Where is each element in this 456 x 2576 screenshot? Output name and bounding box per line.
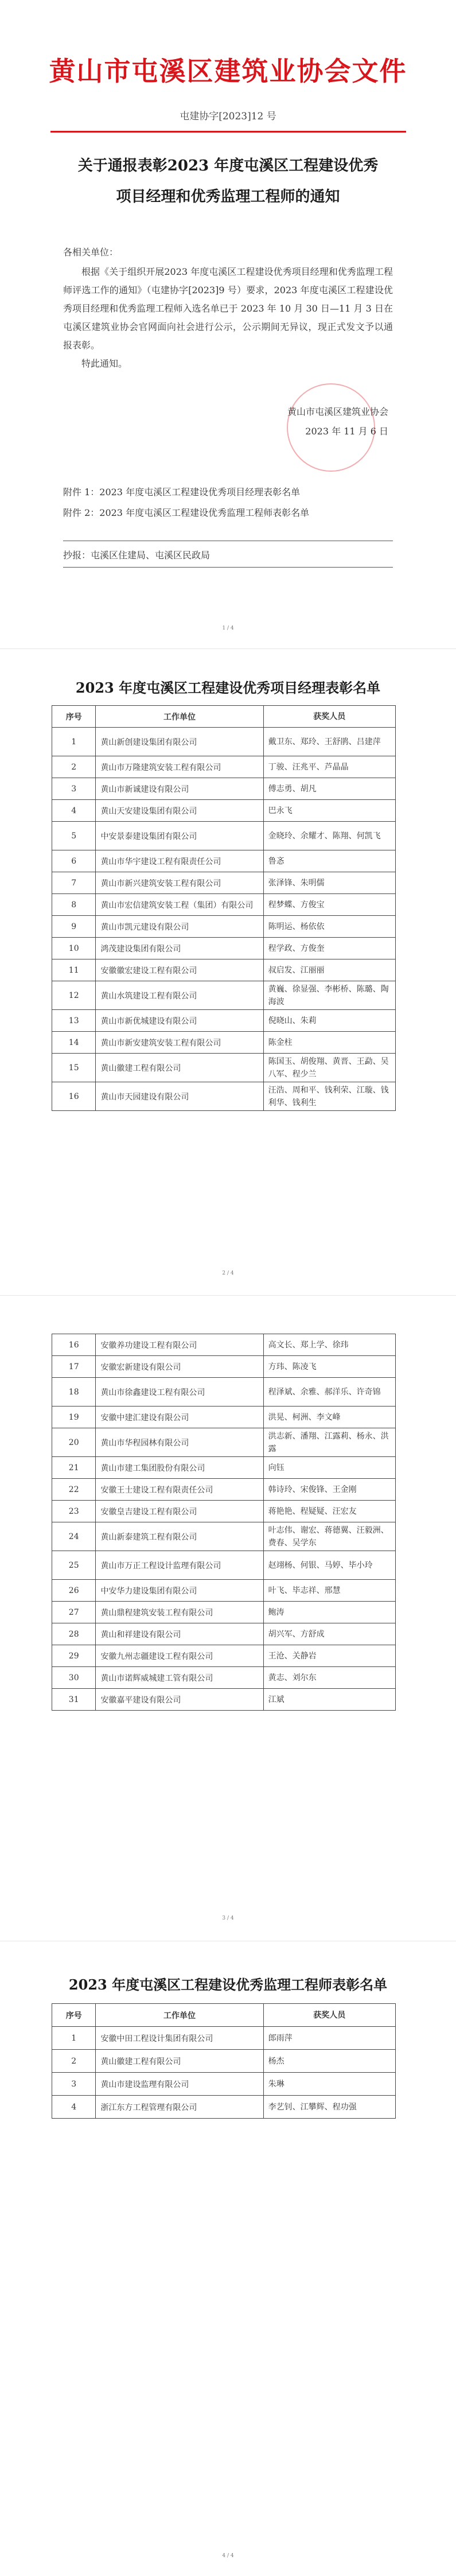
company-cell: 黄山市华程园林有限公司 (96, 1428, 263, 1457)
table-row (52, 1457, 396, 1479)
table-header-row (52, 706, 396, 728)
company-cell: 安徽宏新建设有限公司 (96, 1356, 263, 1378)
issue-date: 2023 年 11 月 6 日 (305, 426, 388, 437)
company-cell: 黄山市华宇建设工程有限责任公司 (96, 850, 263, 872)
no-cell: 28 (52, 1623, 96, 1645)
page-number: 2 / 4 (222, 1270, 234, 1276)
no-cell: 26 (52, 1580, 96, 1602)
attachment-1: 附件 1：2023 年度屯溪区工程建设优秀项目经理表彰名单 (63, 487, 301, 498)
table-row (52, 1623, 396, 1645)
company-cell: 中安华力建设集团有限公司 (96, 1580, 263, 1602)
page-number: 4 / 4 (222, 2553, 234, 2559)
people-cell: 鲁忞 (263, 850, 395, 872)
no-cell: 27 (52, 1602, 96, 1623)
company-cell: 黄山徽建工程有限公司 (96, 2050, 263, 2073)
no-cell: 11 (52, 959, 96, 981)
notice-title-line1: 关于通报表彰2023 年度屯溪区工程建设优秀 (77, 157, 379, 174)
no-cell: 10 (52, 938, 96, 959)
people-cell: 韩诗玲、宋俊锋、王金刚 (263, 1479, 395, 1501)
notice-title-line2: 项目经理和优秀监理工程师的通知 (116, 188, 340, 205)
people-cell: 洪晃、柯洲、李文峰 (263, 1406, 395, 1428)
people-cell: 戴卫东、郑玲、王舒鹃、吕建萍 (263, 728, 395, 756)
company-cell: 黄山市新兴建筑安装工程有限公司 (96, 872, 263, 894)
people-cell: 陈国玉、胡俊翔、黄晋、王勐、吴八军、程少兰 (263, 1054, 395, 1082)
people-cell: 叔启发、江丽丽 (263, 959, 395, 981)
people-cell: 程梦蝶、方俊宝 (263, 894, 395, 916)
people-cell: 汪浩、周和平、钱利荣、江璇、钱利华、钱利生 (263, 1082, 395, 1111)
people-cell: 陈金柱 (263, 1032, 395, 1054)
people-cell: 方玮、陈凌飞 (263, 1356, 395, 1378)
no-cell: 3 (52, 2073, 96, 2096)
company-cell: 安徽王士建设工程有限责任公司 (96, 1479, 263, 1501)
company-cell: 黄山市万隆建筑安装工程有限公司 (96, 756, 263, 778)
company-cell: 黄山市建工集团股份有限公司 (96, 1457, 263, 1479)
table-row (52, 800, 396, 822)
header-people: 获奖人员 (263, 2004, 395, 2027)
people-cell: 丁骏、汪兆平、芦晶晶 (263, 756, 395, 778)
company-cell: 黄山市万正工程设计监理有限公司 (96, 1551, 263, 1580)
org-red-header: 黄山市屯溪区建筑业协会文件 (49, 56, 407, 87)
table-row (52, 2050, 396, 2073)
table-row (52, 1580, 396, 1602)
company-cell: 黄山新创建设集团有限公司 (96, 728, 263, 756)
company-cell: 黄山鼎程建筑安装工程有限公司 (96, 1602, 263, 1623)
table-row (52, 2027, 396, 2050)
notice-page (0, 0, 456, 648)
pm-award-table-continued (52, 1334, 396, 1711)
no-cell: 6 (52, 850, 96, 872)
company-cell: 中安景泰建设集团有限公司 (96, 822, 263, 850)
attachment-2: 附件 2：2023 年度屯溪区工程建设优秀监理工程师表彰名单 (63, 507, 310, 518)
people-cell: 向钰 (263, 1457, 395, 1479)
no-cell: 8 (52, 894, 96, 916)
company-cell: 黄山徽建工程有限公司 (96, 1054, 263, 1082)
company-cell: 安徽皇吉建设工程有限公司 (96, 1501, 263, 1522)
people-cell: 郎雨萍 (263, 2027, 395, 2050)
company-cell: 黄山市凯元建设有限公司 (96, 916, 263, 938)
header-people: 获奖人员 (263, 706, 395, 728)
people-cell: 王沧、关静岩 (263, 1645, 395, 1667)
company-cell: 黄山市新优城建设有限公司 (96, 1010, 263, 1032)
people-cell: 胡兴军、方舒成 (263, 1623, 395, 1645)
people-cell: 江斌 (263, 1689, 395, 1711)
no-cell: 16 (52, 1334, 96, 1356)
no-cell: 4 (52, 2096, 96, 2119)
document-number: 屯建协字[2023]12 号 (180, 111, 276, 122)
no-cell: 20 (52, 1428, 96, 1457)
company-cell: 黄山市宏信建筑安装工程（集团）有限公司 (96, 894, 263, 916)
people-cell: 蒋艳艳、程疑疑、汪宏友 (263, 1501, 395, 1522)
company-cell: 黄山市天园建设有限公司 (96, 1082, 263, 1111)
table-row (52, 1010, 396, 1032)
company-cell: 鸿茂建设集团有限公司 (96, 938, 263, 959)
closing-remark: 特此通知。 (81, 358, 128, 369)
table-row (52, 2073, 396, 2096)
no-cell: 13 (52, 1010, 96, 1032)
table-row (52, 850, 396, 872)
no-cell: 18 (52, 1378, 96, 1406)
no-cell: 19 (52, 1406, 96, 1428)
company-cell: 黄山和祥建设有限公司 (96, 1623, 263, 1645)
cc-bottom-rule (63, 567, 393, 568)
no-cell: 14 (52, 1032, 96, 1054)
no-cell: 24 (52, 1522, 96, 1551)
company-cell: 黄山市建设监理有限公司 (96, 2073, 263, 2096)
company-cell: 安徽徽宏建设工程有限公司 (96, 959, 263, 981)
table-row (52, 1667, 396, 1689)
no-cell: 31 (52, 1689, 96, 1711)
no-cell: 5 (52, 822, 96, 850)
no-cell: 12 (52, 981, 96, 1010)
company-cell: 安徽中田工程设计集团有限公司 (96, 2027, 263, 2050)
no-cell: 2 (52, 2050, 96, 2073)
cc-line: 抄报：屯溪区住建局、屯溪区民政局 (63, 550, 211, 561)
no-cell: 21 (52, 1457, 96, 1479)
company-cell: 安徽中建汇建设有限公司 (96, 1406, 263, 1428)
company-cell: 黄山天安建设集团有限公司 (96, 800, 263, 822)
people-cell: 程泽斌、余雅、郝洋乐、许奇锦 (263, 1378, 395, 1406)
people-cell: 陈明运、杨依依 (263, 916, 395, 938)
table-row (52, 981, 396, 1010)
red-divider (50, 131, 406, 133)
header-company: 工作单位 (96, 2004, 263, 2027)
people-cell: 高文长、郑上学、徐玮 (263, 1334, 395, 1356)
table-row (52, 1334, 396, 1356)
people-cell: 傅志勇、胡凡 (263, 778, 395, 800)
no-cell: 29 (52, 1645, 96, 1667)
no-cell: 15 (52, 1054, 96, 1082)
no-cell: 3 (52, 778, 96, 800)
table-row (52, 1689, 396, 1711)
table-row (52, 1356, 396, 1378)
people-cell: 洪志新、潘翔、江露莉、杨永、洪露 (263, 1428, 395, 1457)
table-row (52, 1501, 396, 1522)
company-cell: 浙江东方工程管理有限公司 (96, 2096, 263, 2119)
table-row (52, 2096, 396, 2119)
table-row (52, 1479, 396, 1501)
pm-award-table (52, 705, 396, 1111)
page-number: 1 / 4 (222, 625, 234, 631)
sv-award-table (52, 2003, 396, 2119)
company-cell: 黄山市诺辉威城建工管有限公司 (96, 1667, 263, 1689)
table-row (52, 894, 396, 916)
table-row (52, 1082, 396, 1111)
no-cell: 7 (52, 872, 96, 894)
people-cell: 李艺钊、江攀辉、程功强 (263, 2096, 395, 2119)
table-row (52, 1406, 396, 1428)
table-header-row (52, 2004, 396, 2027)
table-row (52, 822, 396, 850)
company-cell: 安徽养功建设工程有限公司 (96, 1334, 263, 1356)
table-row (52, 1645, 396, 1667)
table-row (52, 1602, 396, 1623)
table-row (52, 916, 396, 938)
no-cell: 30 (52, 1667, 96, 1689)
no-cell: 1 (52, 2027, 96, 2050)
people-cell: 程学政、方俊奎 (263, 938, 395, 959)
company-cell: 黄山市徐鑫建设工程有限公司 (96, 1378, 263, 1406)
no-cell: 4 (52, 800, 96, 822)
header-no: 序号 (52, 2004, 96, 2027)
no-cell: 2 (52, 756, 96, 778)
table-row (52, 1428, 396, 1457)
company-cell: 黄山水筑建设工程有限公司 (96, 981, 263, 1010)
people-cell: 黄志、刘尔东 (263, 1667, 395, 1689)
no-cell: 9 (52, 916, 96, 938)
people-cell: 杨杰 (263, 2050, 395, 2073)
company-cell: 黄山市新安建筑安装工程有限公司 (96, 1032, 263, 1054)
table-row (52, 1054, 396, 1082)
people-cell: 鲍涛 (263, 1602, 395, 1623)
pm-list-page (0, 649, 456, 1296)
table-row (52, 938, 396, 959)
company-cell: 黄山新泰建筑工程有限公司 (96, 1522, 263, 1551)
sv-table-title: 2023 年度屯溪区工程建设优秀监理工程师表彰名单 (68, 1976, 388, 1993)
people-cell: 金晓玲、余耀才、陈翔、何凯飞 (263, 822, 395, 850)
table-row (52, 728, 396, 756)
page-number: 3 / 4 (222, 1916, 234, 1921)
people-cell: 叶飞、毕志祥、邢慧 (263, 1580, 395, 1602)
people-cell: 黄巍、徐显强、李彬桥、陈璐、陶海波 (263, 981, 395, 1010)
pm-table-title: 2023 年度屯溪区工程建设优秀项目经理表彰名单 (75, 679, 381, 696)
table-row (52, 872, 396, 894)
people-cell: 赵翊杨、何银、马婷、毕小玲 (263, 1551, 395, 1580)
table-row (52, 756, 396, 778)
no-cell: 25 (52, 1551, 96, 1580)
no-cell: 1 (52, 728, 96, 756)
notice-body: 根据《关于组织开展2023 年度屯溪区工程建设优秀项目经理和优秀监理工程师评选工作的通知》（屯建协字[2023]9 号）要求，2023 年度屯溪区工程建设优秀项目经理和优秀监理工程师入选名单已于 2023 年 10 月 30 日—11 月 3 日在屯溪区建筑业协会官网面向社会进行公示，公示期间无异议，现正式发文予以通报表彰。 (63, 266, 393, 351)
table-row (52, 1032, 396, 1054)
people-cell: 倪晓山、朱莉 (263, 1010, 395, 1032)
people-cell: 巴永飞 (263, 800, 395, 822)
people-cell: 朱琳 (263, 2073, 395, 2096)
table-row (52, 959, 396, 981)
people-cell: 叶志伟、谢宏、蒋德翼、汪毅洲、费春、吴学东 (263, 1522, 395, 1551)
company-cell: 安徽九州志疆建设工程有限公司 (96, 1645, 263, 1667)
table-row (52, 1378, 396, 1406)
table-row (52, 1551, 396, 1580)
issuer-signature: 黄山市屯溪区建筑业协会 (287, 406, 388, 417)
no-cell: 22 (52, 1479, 96, 1501)
company-cell: 黄山市新诚建设有限公司 (96, 778, 263, 800)
salutation: 各相关单位： (63, 247, 119, 258)
header-company: 工作单位 (96, 706, 263, 728)
people-cell: 张泽锋、朱明儒 (263, 872, 395, 894)
sv-list-page (0, 1941, 456, 2576)
table-row (52, 778, 396, 800)
no-cell: 16 (52, 1082, 96, 1111)
no-cell: 23 (52, 1501, 96, 1522)
table-row (52, 1522, 396, 1551)
header-no: 序号 (52, 706, 96, 728)
company-cell: 安徽嘉平建设有限公司 (96, 1689, 263, 1711)
pm-list-page-continued (0, 1296, 456, 1941)
no-cell: 17 (52, 1356, 96, 1378)
